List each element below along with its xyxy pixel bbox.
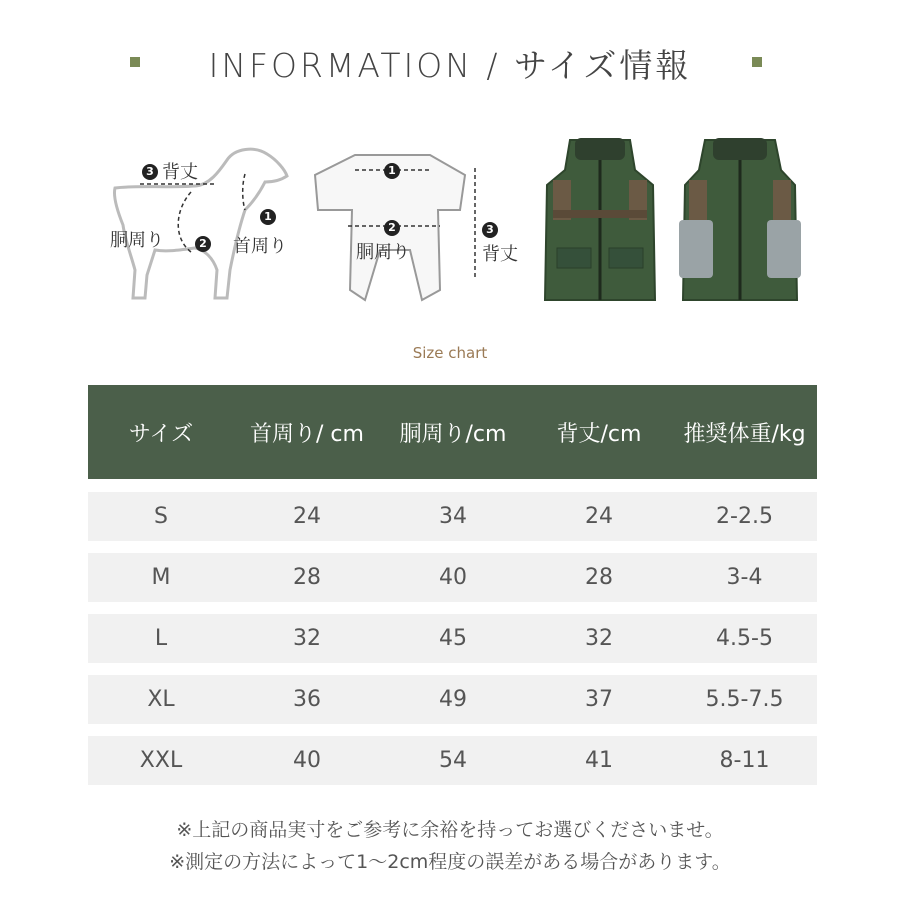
- garment-measure-illustration: [310, 130, 530, 310]
- garment-outline-icon: [310, 130, 530, 310]
- marker-2: 2: [384, 220, 400, 236]
- cell-size: XXL: [139, 748, 183, 773]
- cell-weight: 4.5-5: [716, 626, 773, 651]
- header-size: サイズ: [128, 421, 194, 447]
- product-photo-side: [675, 130, 805, 315]
- decor-square-right: [752, 57, 762, 67]
- marker-2: 2: [195, 236, 211, 252]
- product-photo-front: [535, 130, 665, 315]
- marker-1: 1: [260, 209, 276, 225]
- cell-neck: 32: [293, 626, 321, 651]
- cell-chest: 34: [439, 504, 467, 529]
- label-back-length: 背丈: [162, 162, 198, 183]
- label-chest: 胴周り: [356, 242, 410, 263]
- section-header: [0, 40, 900, 84]
- cell-chest: 45: [439, 626, 467, 651]
- cell-chest: 49: [439, 687, 467, 712]
- table-row: [88, 614, 817, 663]
- cell-back-length: 41: [585, 748, 613, 773]
- marker-1: 1: [384, 163, 400, 179]
- marker-3: 3: [482, 222, 498, 238]
- label-chest: 胴周り: [110, 230, 164, 251]
- header-neck: 首周り/ cm: [250, 421, 364, 447]
- cell-chest: 54: [439, 748, 467, 773]
- page-title: INFORMATION / サイズ情報: [208, 46, 692, 85]
- vest-reflective-icon: [675, 130, 805, 315]
- vest-front-icon: [535, 130, 665, 315]
- cell-neck: 36: [293, 687, 321, 712]
- note-line-2: ※測定の方法によって1〜2cm程度の誤差がある場合があります。: [169, 851, 731, 873]
- cell-weight: 3-4: [726, 565, 763, 590]
- cell-chest: 40: [439, 565, 467, 590]
- cell-size: M: [151, 565, 171, 590]
- size-table-header: [88, 385, 817, 479]
- header-weight: 推奨体重/kg: [683, 421, 806, 447]
- header-back-length: 背丈/cm: [556, 421, 642, 447]
- cell-weight: 8-11: [719, 748, 770, 773]
- table-row: [88, 553, 817, 602]
- dog-measure-illustration: [95, 130, 310, 310]
- cell-weight: 2-2.5: [716, 504, 773, 529]
- cell-size: S: [154, 504, 168, 529]
- table-row: [88, 736, 817, 785]
- note-line-1: ※上記の商品実寸をご参考に余裕を持ってお選びくださいませ。: [176, 819, 724, 841]
- table-row: [88, 492, 817, 541]
- marker-3: 3: [142, 164, 158, 180]
- cell-neck: 24: [293, 504, 321, 529]
- cell-back-length: 24: [585, 504, 613, 529]
- cell-size: XL: [147, 687, 175, 712]
- cell-neck: 40: [293, 748, 321, 773]
- cell-neck: 28: [293, 565, 321, 590]
- cell-weight: 5.5-7.5: [705, 687, 784, 712]
- header-chest: 胴周り/cm: [399, 421, 507, 447]
- caption-size-chart: Size chart: [412, 344, 488, 362]
- label-back-length: 背丈: [482, 244, 518, 265]
- label-neck: 首周り: [233, 236, 287, 257]
- cell-back-length: 37: [585, 687, 613, 712]
- table-row: [88, 675, 817, 724]
- cell-size: L: [154, 626, 168, 651]
- cell-back-length: 28: [585, 565, 613, 590]
- cell-back-length: 32: [585, 626, 613, 651]
- dog-outline-icon: [95, 130, 310, 310]
